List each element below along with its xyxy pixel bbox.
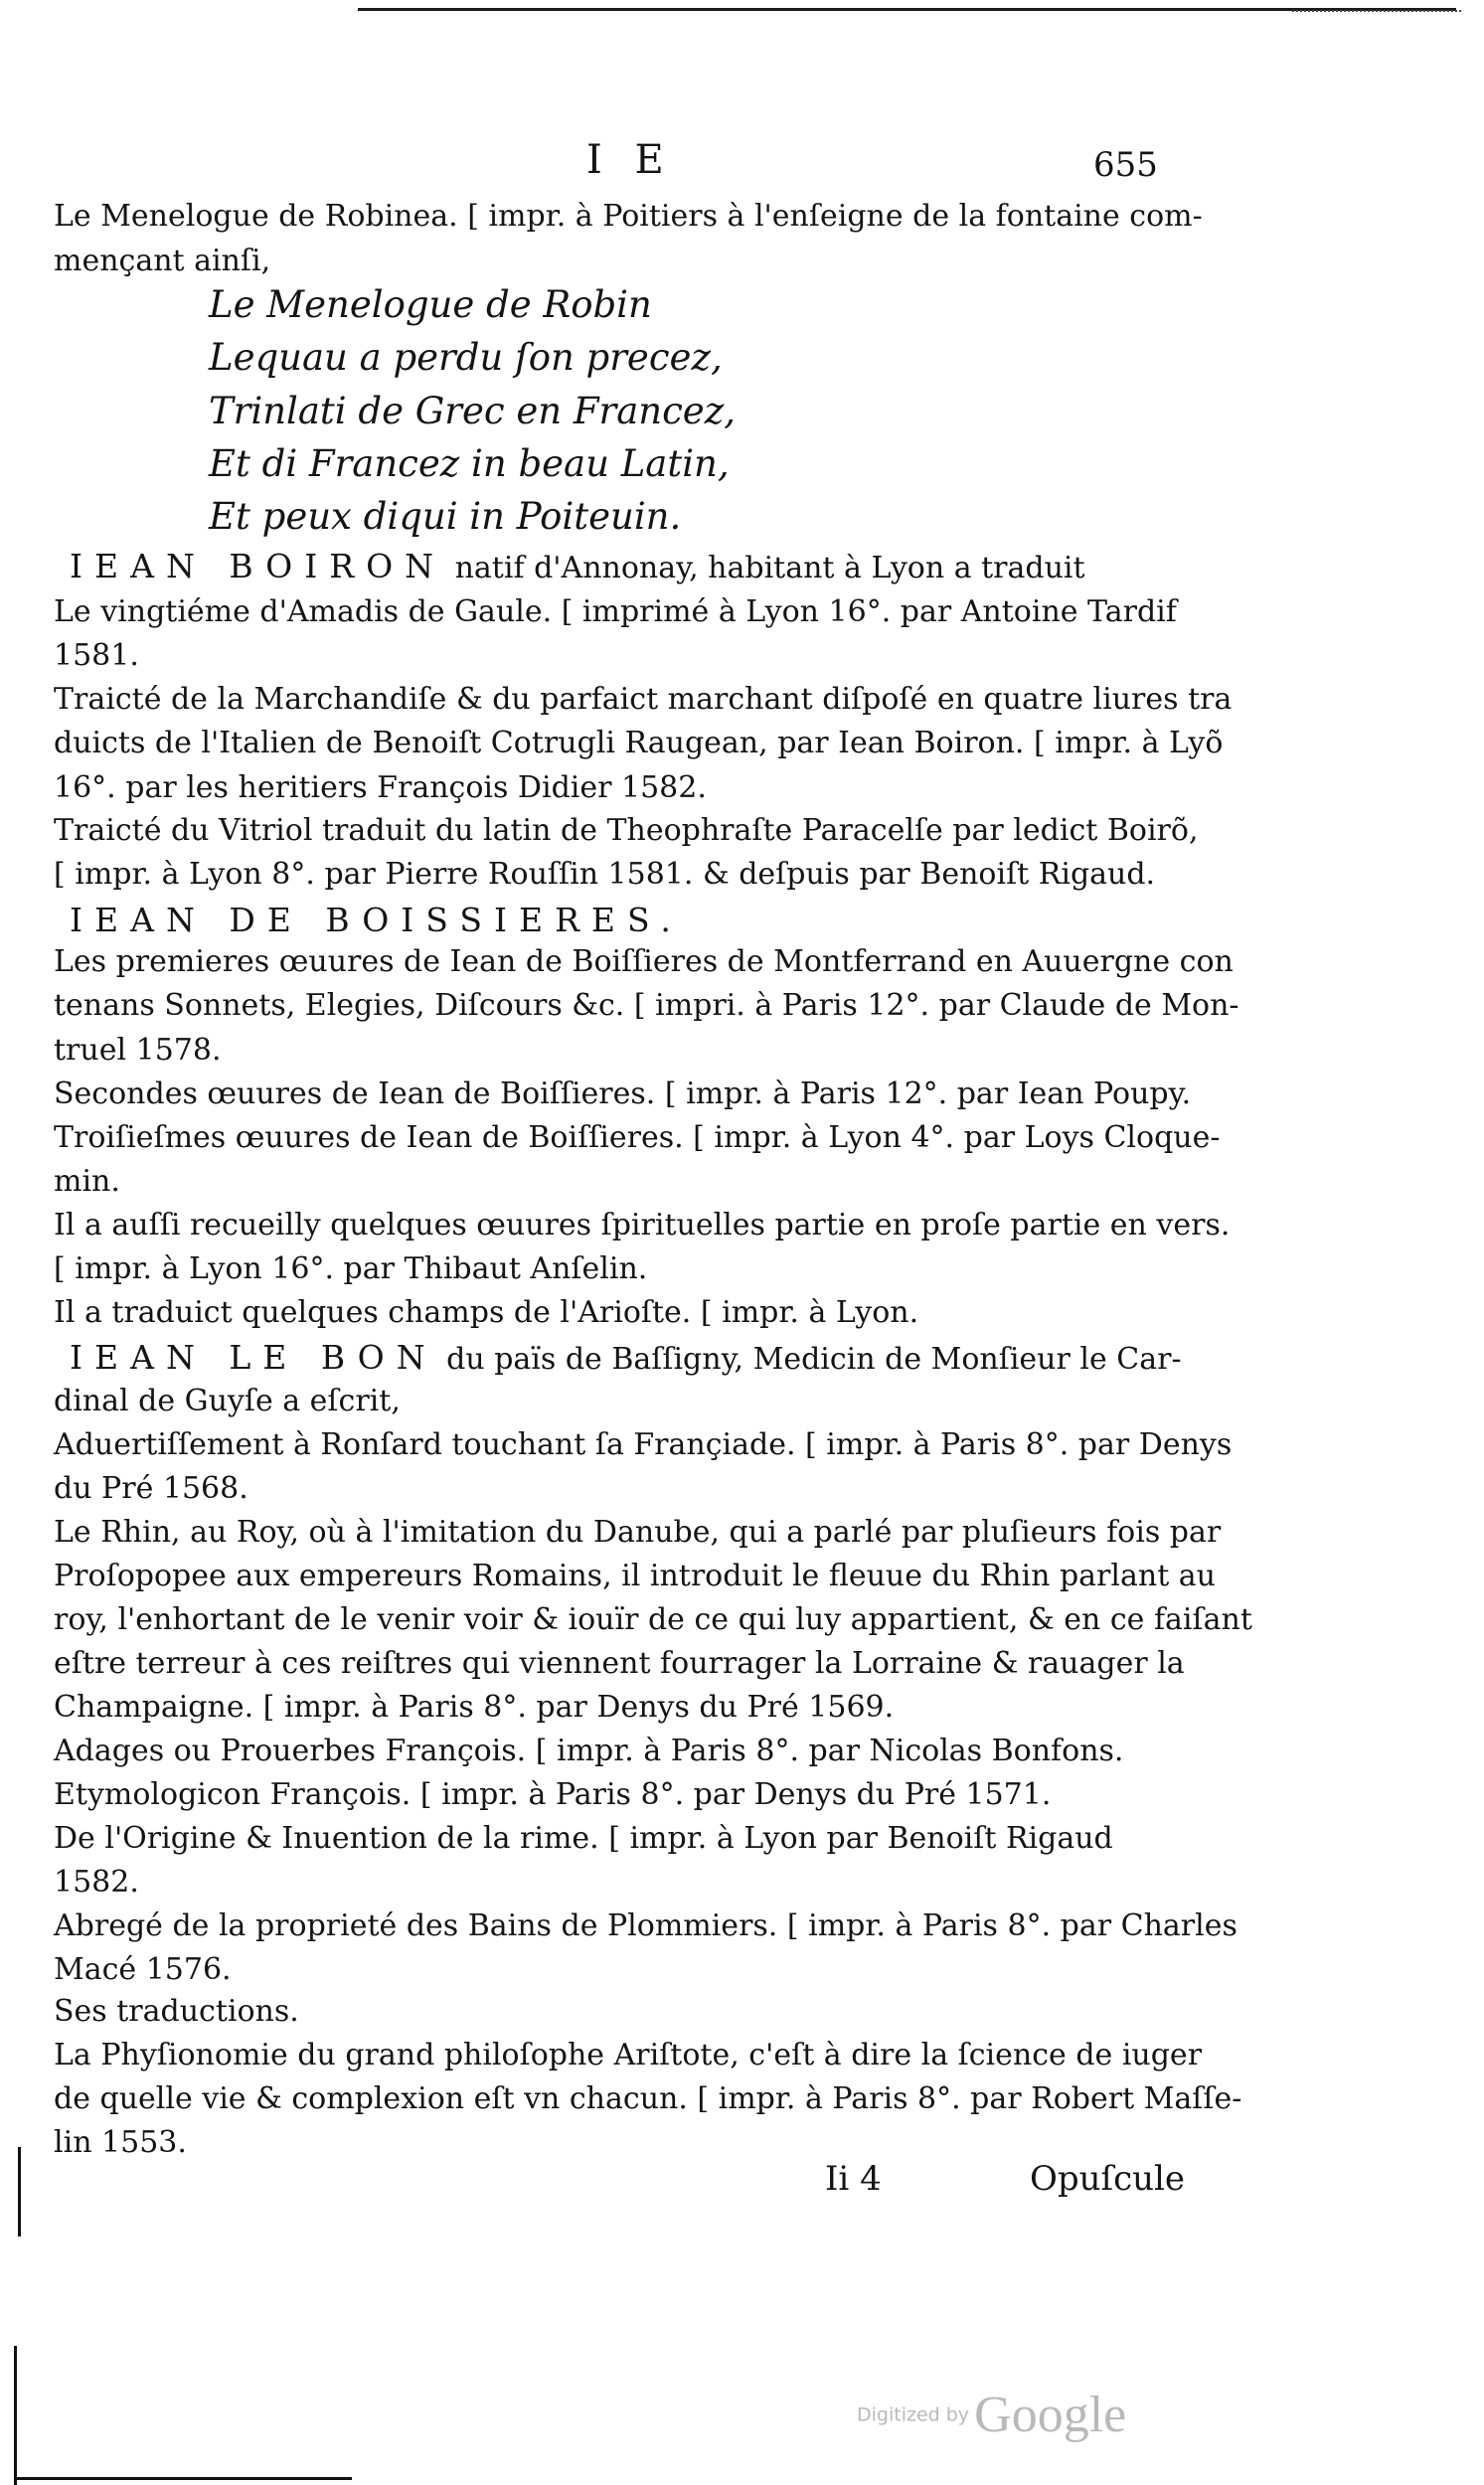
- text-line: Le Menelogue de Robinea. [ impr. à Poitiers à l'enſeigne de la fontaine com-: [54, 199, 1203, 234]
- author-name: IEAN LE BON: [70, 1338, 437, 1377]
- text-line: Proſopopee aux empereurs Romains, il introduit le fleuue du Rhin parlant au: [54, 1559, 1216, 1593]
- scan-margin-mark: [14, 2477, 352, 2480]
- text-line: lin 1553.: [54, 2125, 187, 2160]
- text-line: min.: [54, 1164, 120, 1199]
- text-line: 16°. par les heritiers François Didier 1582.: [54, 770, 707, 805]
- running-head: I E: [586, 137, 674, 183]
- scan-margin-mark: [18, 2147, 21, 2236]
- text-line: Traicté du Vitriol traduit du latin de Theophraſte Paracelſe par ledict Boirõ,: [54, 813, 1199, 848]
- watermark-prefix: Digitized by: [857, 2403, 970, 2426]
- author-name: IEAN BOIRON: [70, 547, 446, 585]
- text-line: roy, l'enhortant de le venir voir & iouïr de ce qui luy appartient, & en ce faiſant: [54, 1602, 1252, 1637]
- page-top-ornament: [1292, 0, 1461, 12]
- text-line: [ impr. à Lyon 8°. par Pierre Rouſſin 1581. & deſpuis par Benoiſt Rigaud.: [54, 857, 1156, 892]
- text-line: du Pré 1568.: [54, 1471, 248, 1506]
- text-line: Il a traduict quelques champs de l'Arioſte. [ impr. à Lyon.: [54, 1295, 919, 1330]
- text-line: mençant ainſi,: [54, 244, 271, 278]
- text-line: De l'Origine & Inuention de la rime. [ impr. à Lyon par Benoiſt Rigaud: [54, 1821, 1113, 1856]
- digitized-watermark: [857, 2386, 1126, 2444]
- text-line: eſtre terreur à ces reiſtres qui viennent fourrager la Lorraine & rauager la: [54, 1646, 1185, 1681]
- page-number: 655: [1093, 145, 1158, 185]
- google-logo: Google: [974, 2387, 1127, 2443]
- text-line: dinal de Guyſe a eſcrit,: [54, 1384, 401, 1418]
- text-line: Les premieres œuures de Iean de Boiſſieres de Montferrand en Auuergne con: [54, 944, 1234, 979]
- text-line: Adages ou Prouerbes François. [ impr. à Paris 8°. par Nicolas Bonfons.: [54, 1734, 1124, 1768]
- text-line: tenans Sonnets, Elegies, Diſcours &c. [ impri. à Paris 12°. par Claude de Mon-: [54, 988, 1239, 1023]
- text-line: Le vingtiéme d'Amadis de Gaule. [ imprimé à Lyon 16°. par Antoine Tardif: [54, 594, 1177, 629]
- text-line: Le Rhin, au Roy, où à l'imitation du Danube, qui a parlé par pluſieurs fois par: [54, 1515, 1222, 1550]
- text-line: Ses traductions.: [54, 1994, 299, 2029]
- text-line: Macé 1576.: [54, 1952, 232, 1987]
- author-entry-boiron: [70, 547, 1085, 585]
- author-name: IEAN DE BOISSIERES.: [70, 901, 683, 939]
- text-line: duicts de l'Italien de Benoiſt Cotrugli Raugean, par Iean Boiron. [ impr. à Lyõ: [54, 726, 1224, 760]
- text-line: La Phyſionomie du grand philoſophe Ariſtote, c'eſt à dire la ſcience de iuger: [54, 2038, 1203, 2072]
- author-entry-lebon: [70, 1338, 1182, 1377]
- text-line: 1582.: [54, 1865, 139, 1900]
- text-line: Etymologicon François. [ impr. à Paris 8°. par Denys du Pré 1571.: [54, 1777, 1052, 1812]
- author-entry-boissieres: [70, 901, 683, 939]
- text-line: Champaigne. [ impr. à Paris 8°. par Denys du Pré 1569.: [54, 1690, 895, 1725]
- text-line: Il a auſſi recueilly quelques œuures ſpirituelles partie en proſe partie en vers.: [54, 1208, 1231, 1242]
- scan-margin-mark: [14, 2346, 17, 2485]
- text-line: Secondes œuures de Iean de Boiſſieres. [ impr. à Paris 12°. par Iean Poupy.: [54, 1077, 1192, 1111]
- text-line: 1581.: [54, 638, 139, 673]
- text-line: [ impr. à Lyon 16°. par Thibaut Anſelin.: [54, 1251, 648, 1286]
- catchword: Opuſcule: [1030, 2159, 1186, 2199]
- poem-line: Le Menelogue de Robin: [209, 283, 652, 326]
- signature-mark: Ii 4: [825, 2159, 882, 2199]
- poem-line: Et peux diqui in Poiteuin.: [209, 495, 682, 538]
- text-line: du païs de Baſſigny, Medicin de Monſieur le Car-: [436, 1342, 1182, 1377]
- text-line: Abregé de la proprieté des Bains de Plommiers. [ impr. à Paris 8°. par Charles: [54, 1908, 1237, 1943]
- text-line: truel 1578.: [54, 1033, 222, 1068]
- poem-line: Trinlati de Grec en Francez,: [209, 390, 736, 432]
- text-line: Traicté de la Marchandiſe & du parfaict marchant diſpoſé en quatre liures tra: [54, 682, 1233, 717]
- poem-line: Et di Francez in beau Latin,: [209, 442, 730, 485]
- text-line: Aduertiſſement à Ronſard touchant ſa Françiade. [ impr. à Paris 8°. par Denys: [54, 1427, 1233, 1462]
- text-line: natif d'Annonay, habitant à Lyon a traduit: [445, 551, 1085, 585]
- poem-line: Lequau a perdu ſon precez,: [209, 336, 723, 379]
- text-line: de quelle vie & complexion eſt vn chacun. [ impr. à Paris 8°. par Robert Maſſe-: [54, 2081, 1242, 2116]
- text-line: Troiſieſmes œuures de Iean de Boiſſieres. [ impr. à Lyon 4°. par Loys Cloque-: [54, 1120, 1221, 1155]
